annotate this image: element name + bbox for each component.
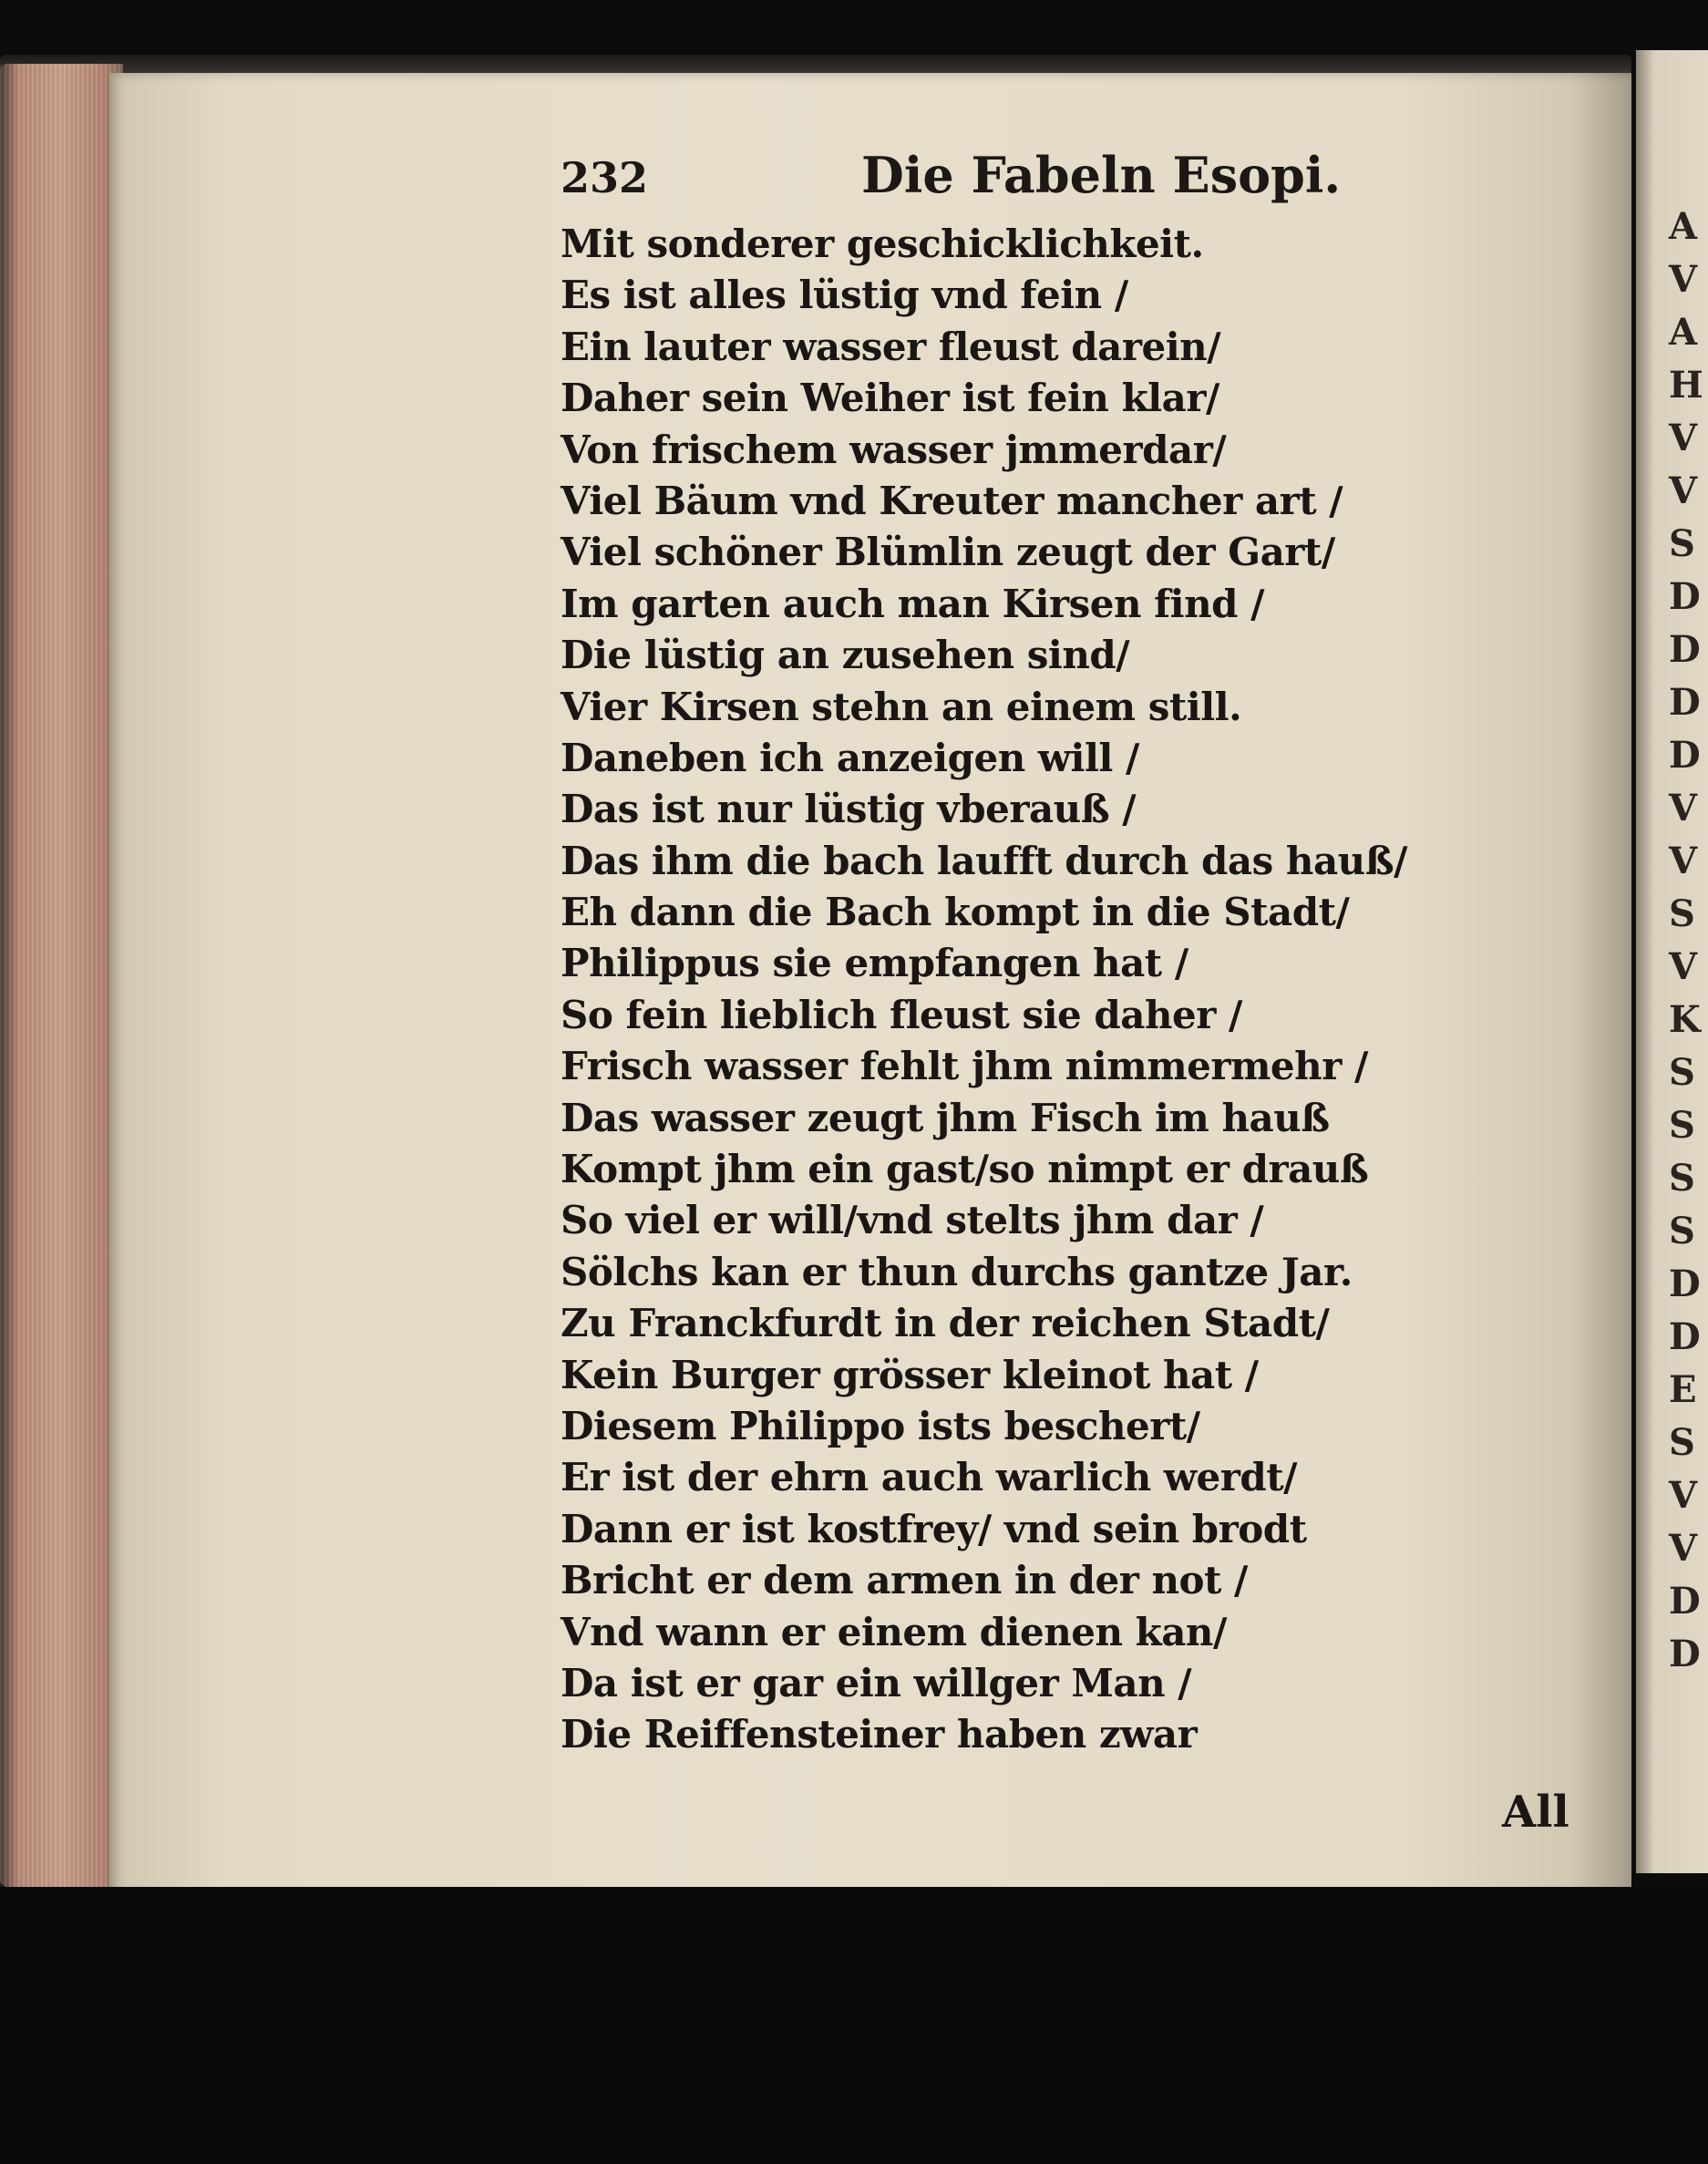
verse-line: Von frischem wasser jmmerdar/: [561, 427, 1227, 472]
verse-line: Daneben ich anzeigen will /: [561, 735, 1139, 780]
next-page-fragment: S: [1669, 522, 1695, 565]
verse-line: Das ist nur lüstig vberauß /: [561, 787, 1137, 832]
verse-line: Da ist er gar ein willger Man /: [561, 1660, 1192, 1705]
next-page-fragment: V: [1669, 1474, 1698, 1517]
next-page-fragment: D: [1669, 575, 1701, 618]
verse-text: [561, 219, 1407, 1761]
next-page-fragment: S: [1669, 1421, 1695, 1464]
verse-line: Daher sein Weiher ist fein klar/: [561, 376, 1219, 421]
verse-line: Mit sonderer geschicklichkeit.: [561, 222, 1204, 266]
next-page-fragment: V: [1669, 258, 1698, 301]
catchword: All: [1502, 1787, 1569, 1838]
next-page-fragment: D: [1669, 1633, 1701, 1675]
page-number: 232: [561, 153, 649, 202]
next-page-fragment: V: [1669, 469, 1698, 512]
running-title: Die Fabeln Esopi.: [861, 146, 1342, 204]
next-page-fragment: S: [1669, 1104, 1695, 1147]
book-cover-top: [0, 55, 1631, 75]
next-page-fragment: S: [1669, 1051, 1695, 1094]
verse-line: Philippus sie empfangen hat /: [561, 941, 1188, 986]
verse-line: Das ihm die bach laufft durch das hauß/: [561, 838, 1407, 883]
verse-line: Er ist der ehrn auch warlich werdt/: [561, 1455, 1298, 1500]
next-page-fragment: D: [1669, 628, 1701, 671]
verse-line: Bricht er dem armen in der not /: [561, 1558, 1248, 1603]
next-page-fragment: D: [1669, 1315, 1701, 1358]
verse-line: Es ist alles lüstig vnd fein /: [561, 273, 1128, 318]
verse-line: Die Reiffensteiner haben zwar: [561, 1712, 1198, 1757]
verse-line: Im garten auch man Kirsen find /: [561, 581, 1264, 626]
verse-line: Kompt jhm ein gast/so nimpt er drauß: [561, 1147, 1369, 1192]
next-page-fragment: D: [1669, 1580, 1701, 1623]
verse-line: Diesem Philippo ists beschert/: [561, 1403, 1200, 1448]
next-page-fragment: D: [1669, 1262, 1701, 1305]
next-page-fragment: V: [1669, 1527, 1698, 1570]
verse-line: Eh dann die Bach kompt in die Stadt/: [561, 890, 1350, 935]
verse-line: Sölchs kan er thun durchs gantze Jar.: [561, 1249, 1353, 1294]
verse-line: Das wasser zeugt jhm Fisch im hauß: [561, 1095, 1330, 1140]
next-page-fragment: D: [1669, 681, 1701, 724]
verse-line: Zu Franckfurdt in der reichen Stadt/: [561, 1301, 1330, 1346]
next-page-fragment: A: [1669, 311, 1698, 354]
verse-line: Die lüstig an zusehen sind/: [561, 633, 1130, 678]
next-page-fragment: S: [1669, 1157, 1695, 1200]
verse-line: Vier Kirsen stehn an einem still.: [561, 684, 1242, 729]
verse-line: Viel schöner Blümlin zeugt der Gart/: [561, 530, 1335, 575]
verse-line: Vnd wann er einem dienen kan/: [561, 1609, 1227, 1654]
verse-line: So viel er will/vnd stelts jhm dar /: [561, 1198, 1264, 1243]
next-page-fragment: V: [1669, 787, 1698, 830]
background-surface: [0, 1887, 1708, 2164]
next-page-fragment: S: [1669, 1210, 1695, 1252]
next-page-fragment: V: [1669, 417, 1698, 459]
book-fore-edge: [0, 64, 123, 1887]
next-page-fragment: S: [1669, 892, 1695, 935]
next-page-fragment: K: [1669, 998, 1701, 1041]
verse-line: Dann er ist kostfrey/ vnd sein brodt: [561, 1506, 1307, 1551]
next-page-fragment: V: [1669, 945, 1698, 988]
verse-line: Frisch wasser fehlt jhm nimmermehr /: [561, 1044, 1368, 1089]
next-page-fragment: V: [1669, 840, 1698, 882]
next-page-edge: [1636, 50, 1708, 1873]
verse-line: Viel Bäum vnd Kreuter mancher art /: [561, 478, 1343, 523]
verse-line: Ein lauter wasser fleust darein/: [561, 324, 1221, 369]
next-page-fragment: H: [1669, 364, 1703, 407]
verse-line: Kein Burger grösser kleinot hat /: [561, 1352, 1259, 1397]
verse-line: So fein lieblich fleust sie daher /: [561, 992, 1242, 1037]
next-page-fragment: A: [1669, 205, 1698, 248]
next-page-fragment: E: [1669, 1368, 1697, 1411]
next-page-fragment: D: [1669, 734, 1701, 777]
